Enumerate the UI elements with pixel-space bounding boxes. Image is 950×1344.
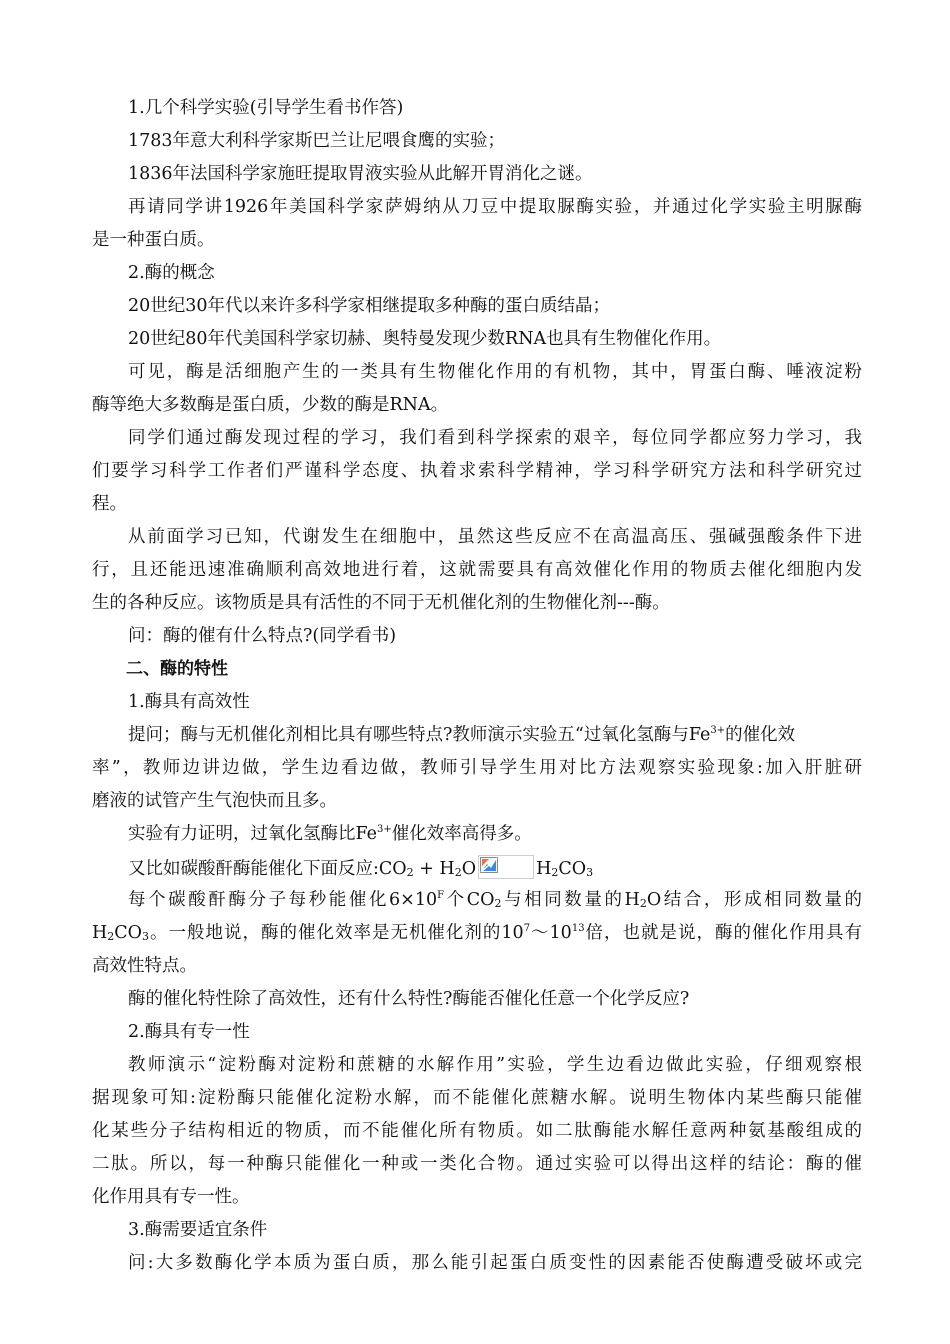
text-line: 2.酶具有专一性: [128, 1022, 250, 1042]
text-span: O结合，形成相同数量的: [646, 890, 862, 910]
text-line: 可见，酶是活细胞产生的一类具有生物催化作用的有机物，其中，胃蛋白酶、唾液淀粉: [128, 362, 862, 382]
text-line: 同学们通过酶发现过程的学习，我们看到科学探索的艰辛，每位同学都应努力学习，我: [128, 428, 862, 448]
text-line: 高效性特点。: [92, 956, 197, 976]
subscript: 2: [551, 866, 559, 879]
subscript: 3: [586, 866, 594, 879]
text-line: 化某些分子结构相近的物质，而不能催化所有物质。如二肽酶能水解任意两种氨基酸组成的: [92, 1121, 862, 1141]
subscript: 2: [406, 866, 414, 879]
text-line: 1783年意大利科学家斯巴兰让尼喂食鹰的实验；: [128, 131, 506, 151]
superscript: F: [437, 890, 445, 901]
text-span: 又比如碳酸酐酶能催化下面反应:CO: [128, 859, 407, 879]
subscript: 2: [454, 866, 462, 879]
text-span: CO: [114, 923, 143, 943]
superscript: 7: [523, 923, 531, 934]
text-line: 据现象可知:淀粉酶只能催化淀粉水解，而不能催化蔗糖水解。说明生物体内某些酶只能催: [92, 1088, 862, 1108]
text-line: 2.酶的概念: [128, 263, 215, 283]
text-line: 问:大多数酶化学本质为蛋白质，那么能引起蛋白质变性的因素能否使酶遭受破坏或完: [128, 1253, 862, 1273]
text-line: 二肽。所以，每一种酶只能催化一种或一类化合物。通过实验可以得出这样的结论：酶的催: [92, 1154, 862, 1174]
text-span: O: [461, 859, 477, 879]
text-span: CO: [558, 859, 587, 879]
text-line: [128, 723, 795, 747]
text-line: 程。: [92, 494, 127, 514]
text-line: 20世纪30年代以来许多科学家相继提取多种酶的蛋白质结晶；: [128, 296, 611, 316]
section-heading: 二、酶的特性: [126, 659, 228, 679]
text-line: 酶等绝大多数酶是蛋白质，少数的酶是RNA。: [92, 395, 449, 415]
subscript: 3: [142, 930, 150, 943]
text-line: [128, 822, 532, 846]
subscript: 2: [639, 897, 647, 910]
text-span: 的催化效: [725, 725, 796, 745]
text-span: 实验有力证明，过氧化氢酶比Fe: [128, 824, 378, 844]
broken-image-icon: [478, 855, 534, 879]
text-span: 。一般地说，酶的催化效率是无机催化剂的10: [149, 923, 524, 943]
subscript: 2: [107, 930, 115, 943]
text-line: 是一种蛋白质。: [92, 230, 215, 250]
text-span: 与相同数量的H: [501, 890, 640, 910]
text-line: 1836年法国科学家施旺提取胃液实验从此解开胃消化之谜。: [128, 164, 593, 184]
text-line: 从前面学习已知，代谢发生在细胞中，虽然这些反应不在高温高压、强碱强酸条件下进: [128, 527, 862, 547]
text-span: ～10: [530, 923, 572, 943]
superscript: 3+: [377, 824, 392, 835]
text-line: 教师演示“淀粉酶对淀粉和蔗糖的水解作用”实验，学生边看边做此实验，仔细观察根: [128, 1055, 862, 1075]
text-line: [92, 921, 862, 945]
text-line: 3.酶需要适宜条件: [128, 1220, 268, 1240]
text-span: H: [536, 859, 552, 879]
superscript: 3+: [710, 725, 726, 736]
text-line: 1.酶具有高效性: [128, 692, 250, 712]
text-span: + H: [413, 859, 455, 879]
text-line: 生的各种反应。该物质是具有活性的不同于无机催化剂的生物催化剂---酶。: [92, 593, 670, 613]
text-span: 催化效率高得多。: [391, 824, 532, 844]
subscript: 2: [494, 897, 502, 910]
text-line: 酶的催化特性除了高效性，还有什么特性?酶能否催化任意一个化学反应?: [128, 989, 690, 1009]
equation-line: [128, 855, 593, 879]
text-line: 化作用具有专一性。: [92, 1187, 250, 1207]
text-line: 1.几个科学实验(引导学生看书作答): [128, 98, 404, 118]
text-span: 提问；酶与无机催化剂相比具有哪些特点?教师演示实验五“过氧化氢酶与Fe: [128, 725, 711, 745]
text-line: 率”，教师边讲边做，学生边看边做，教师引导学生用对比方法观察实验现象:加入肝脏研: [92, 758, 862, 778]
text-line: [128, 888, 862, 912]
text-span: 个CO: [444, 890, 495, 910]
text-line: 再请同学讲1926年美国科学家萨姆纳从刀豆中提取脲酶实验，并通过化学实验主明脲酶: [128, 197, 862, 217]
text-line: 磨液的试管产生气泡快而且多。: [92, 791, 337, 811]
text-line: 20世纪80年代美国科学家切赫、奥特曼发现少数RNA也具有生物催化作用。: [128, 329, 722, 349]
superscript: 13: [571, 923, 585, 934]
text-span: H: [92, 923, 108, 943]
text-line: 行，且还能迅速准确顺利高效地进行着，这就需要具有高效催化作用的物质去催化细胞内发: [92, 560, 862, 580]
text-span: 每个碳酸酐酶分子每秒能催化6×10: [128, 890, 438, 910]
text-line: 问：酶的催有什么特点?(同学看书): [128, 626, 397, 646]
text-line: 们要学习科学工作者们严谨科学态度、执着求索科学精神，学习科学研究方法和科学研究过: [92, 461, 862, 481]
text-span: 倍，也就是说，酶的催化作用具有: [584, 923, 862, 943]
